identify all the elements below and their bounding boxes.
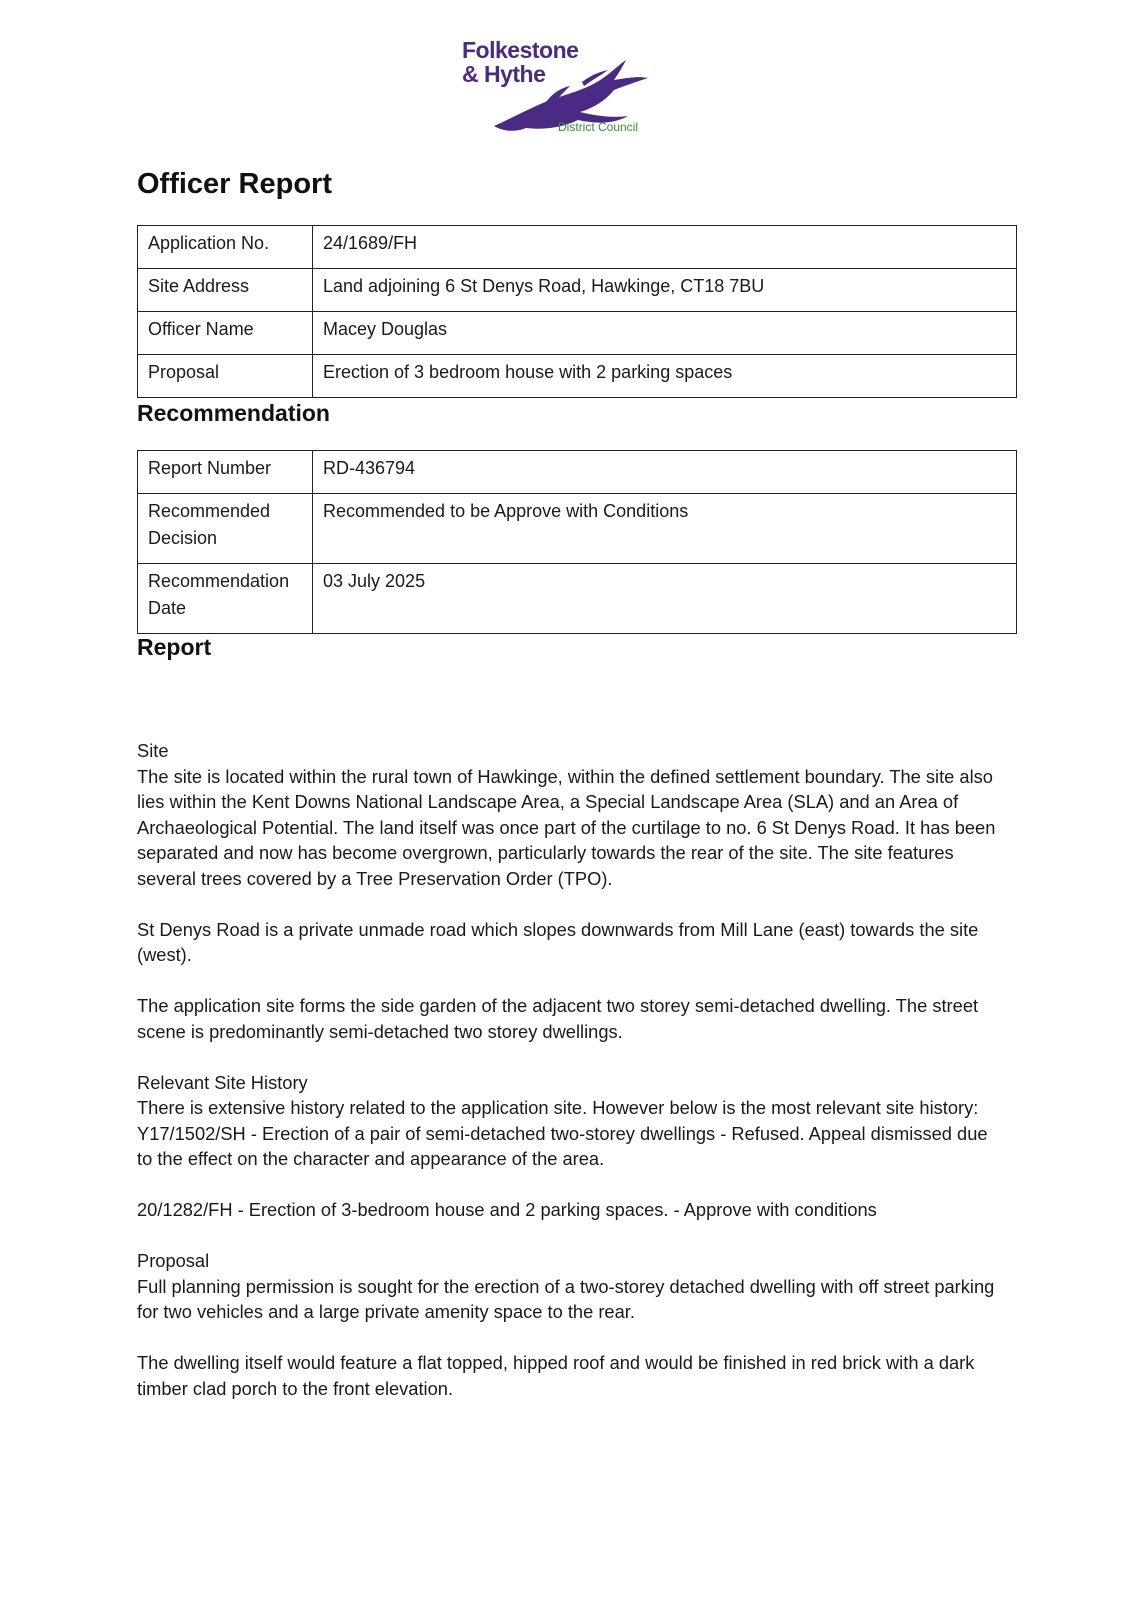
table-row (138, 312, 1017, 355)
table-cell-label: Proposal (138, 355, 313, 398)
table-cell-label: Recommended Decision (138, 494, 313, 564)
table-cell-label: Site Address (138, 269, 313, 312)
logo-line-1: Folkestone (462, 37, 579, 63)
section-heading-history: Relevant Site History (137, 1071, 308, 1093)
table-row (138, 226, 1017, 269)
recommendation-heading: Recommendation (137, 400, 330, 426)
history-paragraph-1: There is extensive history related to the application site. However below is the most relevant site history: (137, 1097, 979, 1118)
table-cell-value: Macey Douglas (313, 312, 1017, 355)
logo-line-3: District Council (558, 120, 639, 134)
table-row (138, 451, 1017, 494)
table-cell-value: Erection of 3 bedroom house with 2 parking spaces (313, 355, 1017, 398)
council-logo (462, 36, 662, 140)
recommendation-table (137, 450, 1017, 634)
table-cell-label: Report Number (138, 451, 313, 494)
table-cell-value: RD-436794 (313, 451, 1017, 494)
table-cell-value: 03 July 2025 (313, 564, 1017, 634)
table-cell-value: 24/1689/FH (313, 226, 1017, 269)
table-cell-label: Officer Name (138, 312, 313, 355)
section-heading-proposal: Proposal (137, 1250, 210, 1271)
page-title: Officer Report (137, 168, 332, 200)
application-table (137, 225, 1017, 398)
table-cell-label: Application No. (138, 226, 313, 269)
table-cell-label: Recommendation Date (138, 564, 313, 634)
history-paragraph-2: Y17/1502/SH - Erection of a pair of semi-detached two-storey dwellings - Refused. Appeal dismissed due to the effect on the character and appearance of the area. (137, 1122, 988, 1169)
table-row (138, 269, 1017, 312)
table-row (138, 494, 1017, 564)
proposal-paragraph-2: The dwelling itself would feature a flat topped, hipped roof and would be finished in red brick with a dark timber clad porch to the front elevation. (137, 1352, 975, 1399)
table-cell-value: Land adjoining 6 St Denys Road, Hawkinge, CT18 7BU (313, 269, 1017, 312)
report-body (137, 738, 999, 1401)
report-heading: Report (137, 634, 212, 660)
table-cell-value: Recommended to be Approve with Conditions (313, 494, 1017, 564)
site-paragraph-3: The application site forms the side garden of the adjacent two storey semi-detached dwelling. The street scene is predominantly semi-detached two storey dwellings. (137, 995, 979, 1042)
history-paragraph-3: 20/1282/FH - Erection of 3-bedroom house and 2 parking spaces. - Approve with conditions (137, 1199, 877, 1220)
table-row (138, 564, 1017, 634)
table-row (138, 355, 1017, 398)
site-paragraph-2: St Denys Road is a private unmade road which slopes downwards from Mill Lane (east) towards the site (west). (137, 918, 979, 965)
section-heading-site: Site (137, 740, 169, 761)
proposal-paragraph-1: Full planning permission is sought for the erection of a two-storey detached dwelling with off street parking for two vehicles and a large private amenity space to the rear. (137, 1275, 995, 1322)
logo-line-2: & Hythe (462, 61, 546, 87)
site-paragraph-1: The site is located within the rural town of Hawkinge, within the defined settlement boundary. The site also lies within the Kent Downs National Landscape Area, a Special Landscape Area (SLA) and an Area of Archaeological Potential. The land itself was once part of the curtilage to no. 6 St Denys Road. It has been separated and now has become overgrown, particularly towards the rear of the site. The site features several trees covered by a Tree Preservation Order (TPO). (137, 765, 996, 889)
